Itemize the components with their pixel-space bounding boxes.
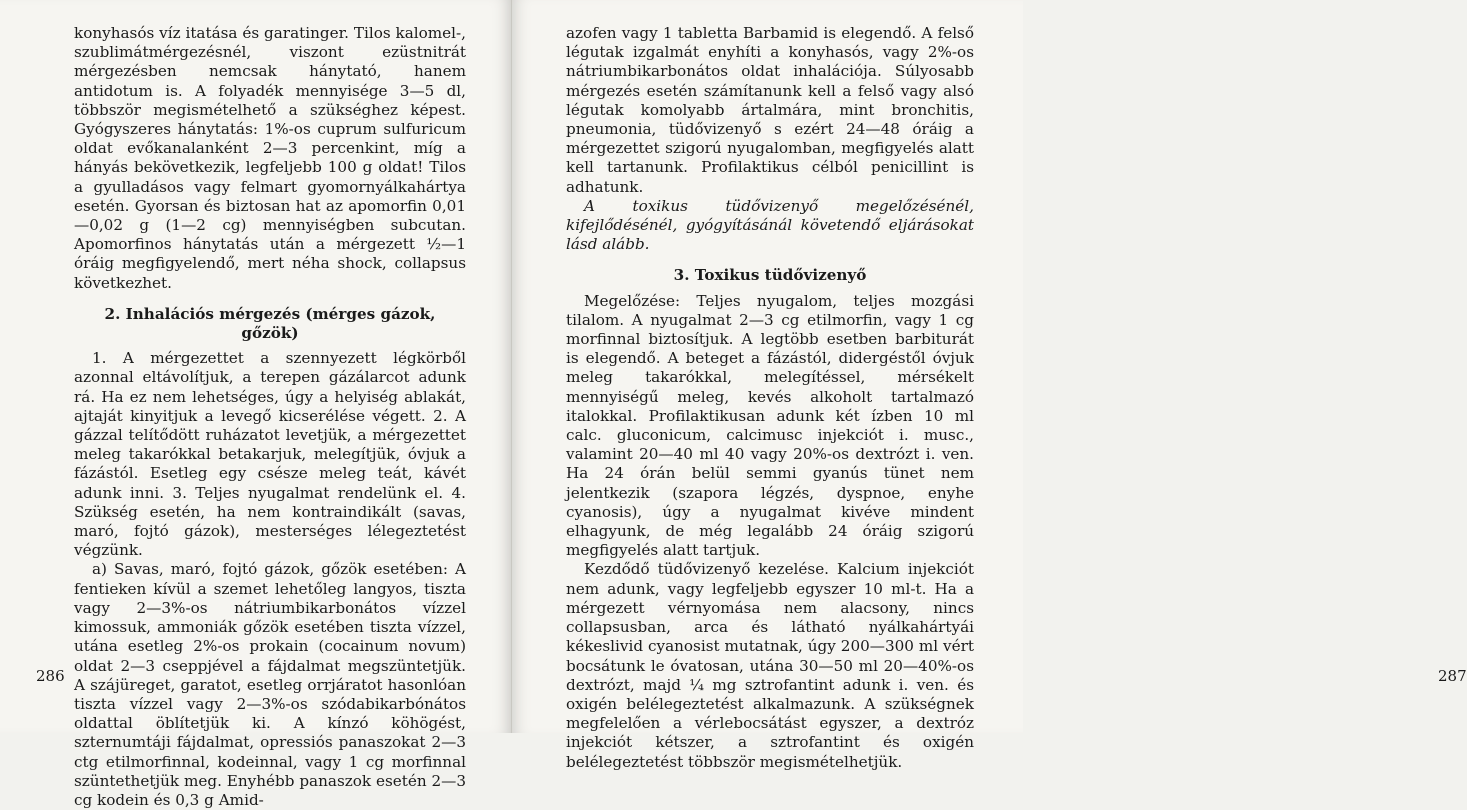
right-paragraph-2: A toxikus tüdővizenyő megelőzésénél, kifejlődésénél, gyógyításánál követendő eljárásokat lásd alább. — [566, 196, 974, 254]
right-section-heading: 3. Toxikus tüdővizenyő — [673, 266, 867, 285]
left-paragraph-2: 1. A mérgezettet a szennyezett légkörből azonnal eltávolítjuk, a terepen gázálarcot adunk rá. Ha ez nem lehetséges, úgy a helyiség ablakát, ajtaját kinyitjuk a levegő kicserélése végett. 2. A gázzal telítődött ruházatot levetjük, a mérgezettet meleg takarókkal betakarjuk, melegítjük, óvjuk a fázástól. Esetleg egy csésze meleg teát, kávét adunk inni. 3. Teljes nyugalmat rendelünk el. 4. Szükség esetén, ha nem kontraindikált (savas, maró, fojtó gázok), mesterséges lélegeztetést végzünk. — [74, 349, 466, 560]
left-page-number: 286 — [36, 667, 65, 685]
left-page — [0, 0, 512, 809]
right-paragraph-4: Kezdődő tüdővizenyő kezelése. Kalcium injekciót nem adunk, vagy legfeljebb egyszer 10 ml-t. Ha a mérgezett vérnyomása nem alacsony, nincs collapsusban, arca és látható nyálkahártyái kékeslivid cyanosist mutatnak, úgy 200—300 ml vért bocsátunk le óvatosan, utána 30—50 ml 20—40%-os dextrózt, majd ¼ mg sztrofantint adunk i. ven. és oxigén belélegeztetést alkalmazunk. A szükségnek megfelelően a vérlebocsátást egyszer, a dextróz injekciót kétszer, a sztrofantint és oxigén belélegeztetést többször megismételhetjük. — [566, 560, 974, 771]
left-section-heading: 2. Inhalációs mérgezés (mérges gázok, gőzök) — [104, 304, 436, 343]
left-paragraph-1: konyhasós víz itatása és garatinger. Tilos kalomel-, szublimátmérgezésnél, viszont ezüstnitrát mérgezésben nemcsak hánytató, hanem antidotum is. A folyadék mennyisége 3—5 dl, többször megismételhető a szükséghez képest. Gyógyszeres hánytatás: 1%-os cuprum sulfuricum oldat evőkanalanként 2—3 percenkint, míg a hányás bekövetkezik, legfeljebb 100 g oldat! Tilos a gyulladásos vagy felmart gyomornyálkahártya esetén. Gyorsan és biztosan hat az apomorfin 0,01—0,02 g (1—2 cg) mennyiségben subcutan. Apomorfinos hánytatás után a mérgezett ½—1 óráig megfigyelendő, mert néha shock, collapsus következhet. — [74, 24, 466, 292]
right-text-column — [566, 24, 974, 772]
left-paragraph-3: a) Savas, maró, fojtó gázok, gőzök esetében: A fentieken kívül a szemet lehetőleg langyos, tiszta vagy 2—3%-os nátriumbikarbonátos vízzel kimossuk, ammoniák gőzök esetében tiszta vízzel, utána esetleg 2%-os prokain (cocainum novum) oldat 2—3 cseppjével a fájdalmat megszüntetjük. A szájüreget, garatot, esetleg orrjáratot hasonlóan tiszta vízzel vagy 2—3%-os szódabikarbónátos oldattal öblítetjük ki. A kínzó köhögést, szternumtáji fájdalmat, opressiós panaszokat 2—3 ctg etilmorfinnal, kodeinnal, vagy 1 cg morfinnal szüntethetjük meg. Enyhébb panaszok esetén 2—3 cg kodein és 0,3 g Amid- — [74, 560, 466, 809]
right-page — [512, 0, 1467, 771]
right-paragraph-1: azofen vagy 1 tabletta Barbamid is elegendő. A felső légutak izgalmát enyhíti a konyhasós, vagy 2%-os nátriumbikarbonátos oldat inhalációja. Súlyosabb mérgezés esetén számítanunk kell a felső vagy alsó légutak komolyabb ártalmára, mint bronchitis, pneumonia, tüdővizenyő s ezért 24—48 óráig a mérgezettet szigorú nyugalomban, megfigyelés alatt kell tartanunk. Profilaktikus célból penicillint is adhatunk. — [566, 24, 974, 196]
left-text-column — [74, 24, 466, 810]
right-page-number: 287 — [1438, 667, 1467, 685]
right-paragraph-3: Megelőzése: Teljes nyugalom, teljes mozgási tilalom. A nyugalmat 2—3 cg etilmorfin, vagy 1 cg morfinnal biztosítjuk. A legtöbb esetben barbiturát is elegendő. A beteget a fázástól, didergéstől óvjuk meleg takarókkal, melegítéssel, mérsékelt mennyiségű meleg, kevés alkoholt tartalmazó italokkal. Profilaktikusan adunk két ízben 10 ml calc. gluconicum, calcimusc injekciót i. musc., valamint 20—40 ml 40 vagy 20%-os dextrózt i. ven. Ha 24 órán belül semmi gyanús tünet nem jelentkezik (szapora légzés, dyspnoe, enyhe cyanosis), úgy a nyugalmat kivéve mindent elhagyunk, de még legalább 24 óráig szigorú megfigyelés alatt tartjuk. — [566, 291, 974, 560]
